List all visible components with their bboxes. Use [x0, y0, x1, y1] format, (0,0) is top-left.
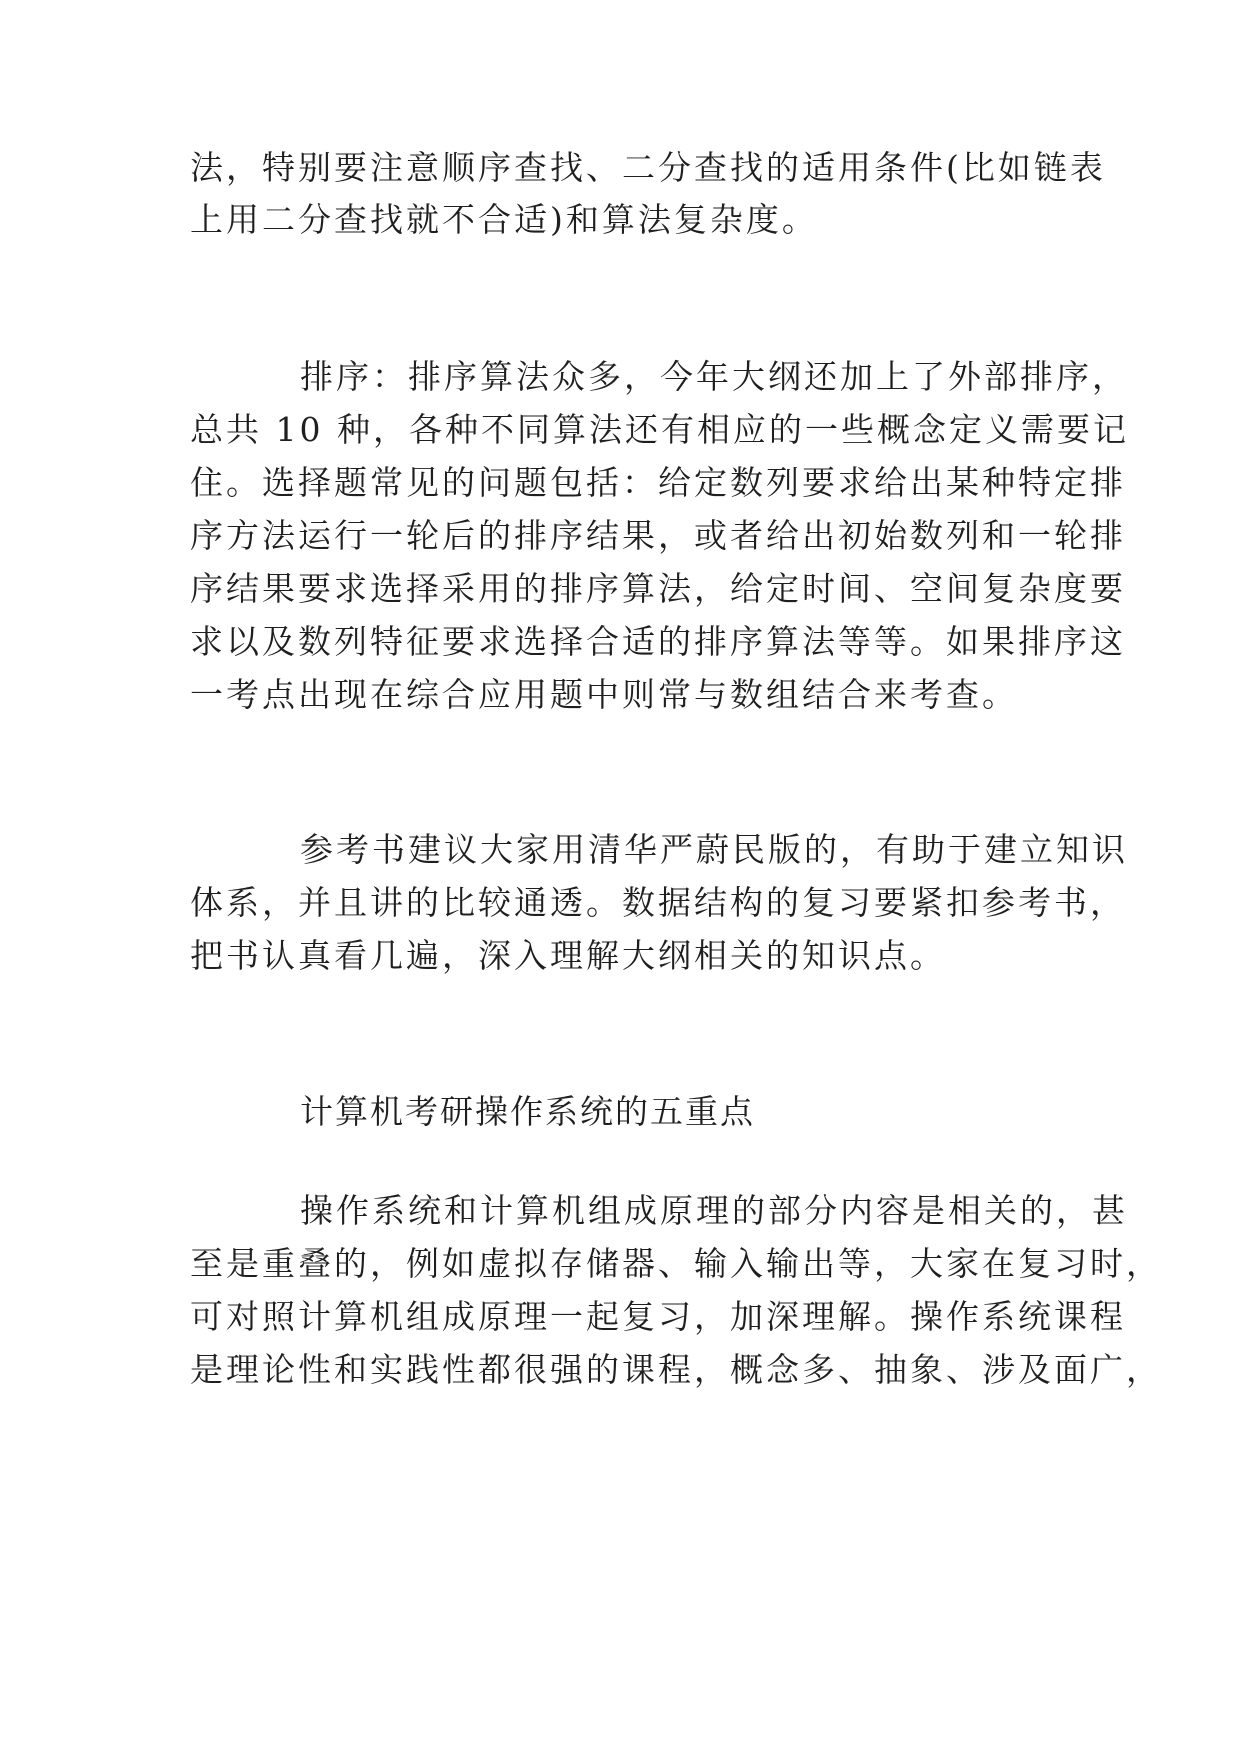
text-line: 体系，并且讲的比较通透。数据结构的复习要紧扣参考书， [190, 883, 1126, 922]
text-line: 至是重叠的，例如虚拟存储器、输入输出等，大家在复习时， [190, 1244, 1162, 1283]
text-line: 住。选择题常见的问题包括：给定数列要求给出某种特定排 [190, 463, 1126, 502]
text-line: 把书认真看几遍，深入理解大纲相关的知识点。 [190, 936, 946, 975]
text-line: 参考书建议大家用清华严蔚民版的，有助于建立知识 [300, 830, 1128, 869]
text-line: 求以及数列特征要求选择合适的排序算法等等。如果排序这 [190, 622, 1126, 661]
text-line: 排序：排序算法众多，今年大纲还加上了外部排序， [300, 357, 1128, 396]
text-line: 法，特别要注意顺序查找、二分查找的适用条件(比如链表 [190, 148, 1106, 187]
text-line: 序结果要求选择采用的排序算法，给定时间、空间复杂度要 [190, 569, 1126, 608]
text-line: 一考点出现在综合应用题中则常与数组结合来考查。 [190, 675, 1018, 714]
heading-text: 计算机考研操作系统的五重点 [300, 1092, 755, 1131]
text-line: 序方法运行一轮后的排序结果，或者给出初始数列和一轮排 [190, 516, 1126, 555]
text-line: 可对照计算机组成原理一起复习，加深理解。操作系统课程 [190, 1297, 1126, 1336]
text-line: 上用二分查找就不合适)和算法复杂度。 [190, 200, 818, 239]
text-line: 总共 10 种，各种不同算法还有相应的一些概念定义需要记 [190, 410, 1129, 449]
text-line: 操作系统和计算机组成原理的部分内容是相关的，甚 [300, 1191, 1128, 1230]
text-line: 是理论性和实践性都很强的课程，概念多、抽象、涉及面广， [190, 1350, 1162, 1389]
